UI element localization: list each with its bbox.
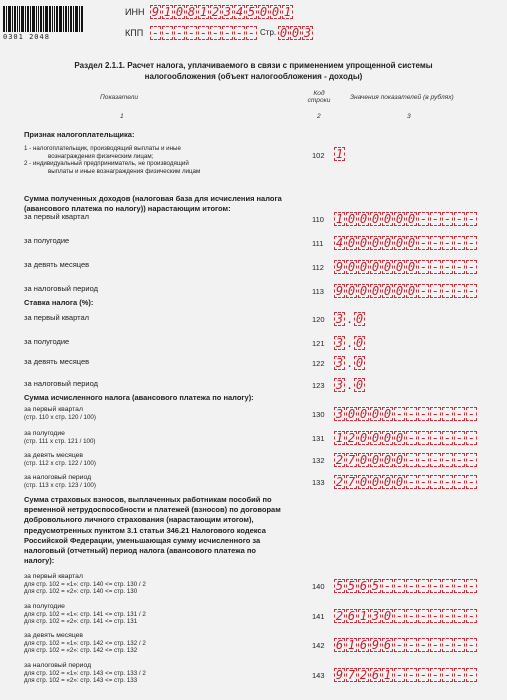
tax-133-cell[interactable]: 2	[335, 475, 344, 489]
tax-131-cell[interactable]: 2	[347, 431, 356, 445]
sign-options	[24, 145, 200, 175]
kpp-cell[interactable]: -	[175, 26, 184, 40]
income-113-cell[interactable]: 0	[347, 284, 356, 298]
insurance-142	[334, 638, 478, 652]
income-110-cell[interactable]: 0	[383, 212, 392, 226]
tax-133	[334, 475, 478, 489]
tax-131-cell[interactable]: -	[443, 431, 452, 445]
income-110-cell[interactable]: -	[467, 212, 476, 226]
insurance-row-label: за девять месяцев	[24, 632, 84, 639]
inn-cell[interactable]: 4	[235, 5, 244, 19]
tax-130-cell[interactable]: -	[455, 407, 464, 421]
code-102: 102	[312, 151, 325, 160]
kpp-cell[interactable]: -	[199, 26, 208, 40]
insurance-142-cell[interactable]: -	[455, 638, 464, 652]
rate-int-cell[interactable]: 3	[335, 312, 344, 326]
tax-133-cell[interactable]: -	[443, 475, 452, 489]
insurance-140	[334, 579, 478, 593]
kpp-cell[interactable]: -	[211, 26, 220, 40]
rate-heading: Ставка налога (%):	[24, 298, 94, 307]
income-110-cell[interactable]: 0	[371, 212, 380, 226]
kpp-cell[interactable]: -	[163, 26, 172, 40]
tax-131-cell[interactable]: -	[467, 431, 476, 445]
sign-value-cells	[334, 147, 346, 161]
tax-133-cell[interactable]: 0	[371, 475, 380, 489]
rate-row-label: за налоговый период	[24, 379, 99, 388]
insurance-row-label: за первый квартал	[24, 573, 83, 580]
insurance-heading-line: временной нетрудоспособности и платежей (взносов) по договорам	[24, 505, 281, 515]
income-111-cell[interactable]: -	[455, 236, 464, 250]
tax-131-cell[interactable]: -	[455, 431, 464, 445]
income-112-cell[interactable]: -	[455, 260, 464, 274]
sign-heading: Признак налогоплательщика:	[24, 130, 135, 139]
insurance-row-formula-2: для стр. 102 = «2»: стр. 140 <= стр. 130	[24, 588, 138, 595]
insurance-141-cell[interactable]: 2	[335, 609, 344, 623]
insurance-142-cell[interactable]: -	[443, 638, 452, 652]
insurance-142-cell[interactable]: -	[467, 638, 476, 652]
rate-dot: .	[346, 378, 353, 392]
insurance-141-cell[interactable]: -	[443, 609, 452, 623]
insurance-141-cell[interactable]: -	[467, 609, 476, 623]
income-113-cell[interactable]: 0	[359, 284, 368, 298]
tax-132	[334, 453, 478, 467]
rate-int-cell[interactable]: 3	[335, 378, 344, 392]
insurance-143-cell[interactable]: 2	[359, 668, 368, 682]
income-row-label: за девять месяцев	[24, 260, 90, 269]
rate-121	[334, 336, 366, 350]
insurance-heading-line: налоговый (отчетный) период налога (авансового платежа по	[24, 546, 257, 556]
insurance-140-cell[interactable]: -	[419, 579, 428, 593]
insurance-141-cell[interactable]: -	[455, 609, 464, 623]
insurance-142-cell[interactable]: -	[431, 638, 440, 652]
insurance-row-code: 143	[312, 671, 325, 680]
tax-row-code: 130	[312, 410, 325, 419]
inn-cell[interactable]: 8	[187, 5, 196, 19]
inn-cells	[150, 5, 294, 19]
insurance-142-cell[interactable]: 9	[371, 638, 380, 652]
insurance-141-cell[interactable]: 6	[347, 609, 356, 623]
rate-int-cell[interactable]: 3	[335, 356, 344, 370]
income-row-code: 112	[312, 263, 324, 272]
tax-132-cell[interactable]: 2	[335, 453, 344, 467]
section-title	[0, 60, 507, 82]
income-111-cell[interactable]: 0	[371, 236, 380, 250]
rate-frac-cell[interactable]: 0	[355, 356, 364, 370]
insurance-140-cell[interactable]: -	[467, 579, 476, 593]
tax-132-cell[interactable]: -	[407, 453, 416, 467]
insurance-143-cell[interactable]: -	[419, 668, 428, 682]
barcode-bars	[3, 6, 93, 32]
kpp-cell[interactable]: -	[247, 26, 256, 40]
income-111-cell[interactable]: -	[467, 236, 476, 250]
col-header-values: Значения показателей (в рублях)	[350, 94, 454, 101]
section-title-line2: налогообложения (объект налогообложения - доходы)	[144, 72, 363, 81]
tax-131-cell[interactable]: -	[419, 431, 428, 445]
income-row-label: за первый квартал	[24, 212, 90, 221]
income-113-cell[interactable]: -	[455, 284, 464, 298]
page-cell[interactable]: 0	[279, 26, 288, 40]
income-heading-line1: Сумма полученных доходов (налоговая база для исчисления налога	[24, 194, 282, 203]
insurance-140-cell[interactable]: 5	[371, 579, 380, 593]
income-112-cell[interactable]: 0	[407, 260, 416, 274]
income-113-cell[interactable]: 0	[383, 284, 392, 298]
inn-cell[interactable]: 0	[175, 5, 184, 19]
tax-row-code: 133	[312, 478, 325, 487]
insurance-heading-line: Сумма страховых взносов, выплаченных работникам пособий по	[24, 495, 272, 504]
income-row-code: 113	[312, 287, 324, 296]
insurance-143	[334, 668, 478, 682]
barcode	[3, 6, 93, 41]
income-112-cell[interactable]: -	[419, 260, 428, 274]
rate-dot: .	[346, 356, 353, 370]
rate-123	[334, 378, 366, 392]
income-112-cell[interactable]: 9	[335, 260, 344, 274]
insurance-heading-line: Российской Федерации, уменьшающая сумму исчисленного за	[24, 535, 261, 545]
tax-130-cell[interactable]: 0	[383, 407, 392, 421]
insurance-row-code: 142	[312, 641, 325, 650]
inn-cell[interactable]: 0	[259, 5, 268, 19]
rate-row-label: за первый квартал	[24, 313, 90, 322]
tax-133-cell[interactable]: 7	[347, 475, 356, 489]
tax-131	[334, 431, 478, 445]
section-title-line1: Раздел 2.1.1. Расчет налога, уплачиваемого в связи с применением упрощенной системы	[74, 61, 433, 70]
sign-option-1b: вознаграждения физическим лицам;	[48, 152, 154, 160]
insurance-140-cell[interactable]: -	[407, 579, 416, 593]
insurance-row-code: 141	[312, 612, 325, 621]
income-111-cell[interactable]: 0	[383, 236, 392, 250]
tax-130-cell[interactable]: 3	[335, 407, 344, 421]
tax-row-formula: (стр. 111 х стр. 121 / 100)	[24, 438, 96, 445]
insurance-heading-line: добровольного личного страхования (нарастающим итогом),	[24, 515, 254, 525]
tax-row-label: за первый квартал	[24, 406, 83, 413]
tax-133-cell[interactable]: 0	[359, 475, 368, 489]
inn-cell[interactable]: 2	[211, 5, 220, 19]
inn-cell[interactable]: 0	[271, 5, 280, 19]
insurance-heading-line: налогу):	[24, 556, 55, 566]
insurance-row-formula-2: для стр. 102 = «2»: стр. 143 <= стр. 133	[24, 677, 138, 684]
insurance-143-cell[interactable]: 1	[383, 668, 392, 682]
income-113-cell[interactable]: 0	[371, 284, 380, 298]
tax-130-cell[interactable]: -	[419, 407, 428, 421]
tax-132-cell[interactable]: 0	[371, 453, 380, 467]
income-110-cell[interactable]: -	[443, 212, 452, 226]
kpp-cell[interactable]: -	[223, 26, 232, 40]
income-112-cell[interactable]: 0	[371, 260, 380, 274]
insurance-141	[334, 609, 478, 623]
income-111-cell[interactable]: 0	[395, 236, 404, 250]
insurance-143-cell[interactable]: -	[407, 668, 416, 682]
income-heading	[24, 194, 282, 214]
inn-cell[interactable]: 5	[247, 5, 256, 19]
insurance-row-formula-1: для стр. 102 = «1»: стр. 142 <= стр. 132 / 2	[24, 640, 146, 647]
kpp-cell[interactable]: -	[235, 26, 244, 40]
insurance-140-cell[interactable]: -	[431, 579, 440, 593]
income-112-cell[interactable]: 0	[347, 260, 356, 274]
rate-frac-cell[interactable]: 0	[355, 336, 364, 350]
insurance-140-cell[interactable]: -	[383, 579, 392, 593]
insurance-142-cell[interactable]: 1	[347, 638, 356, 652]
tax-130-cell[interactable]: 0	[371, 407, 380, 421]
tax-heading: Сумма исчисленного налога (авансового платежа по налогу):	[24, 393, 254, 402]
insurance-142-cell[interactable]: -	[395, 638, 404, 652]
income-111-cell[interactable]: 4	[335, 236, 344, 250]
insurance-143-cell[interactable]: 6	[371, 668, 380, 682]
insurance-row-formula-2: для стр. 102 = «2»: стр. 141 <= стр. 131	[24, 618, 138, 625]
income-113-cell[interactable]: -	[431, 284, 440, 298]
income-111-cell[interactable]: 0	[407, 236, 416, 250]
tax-130-cell[interactable]: 0	[359, 407, 368, 421]
insurance-140-cell[interactable]: -	[443, 579, 452, 593]
tax-132-cell[interactable]: -	[419, 453, 428, 467]
sign-cell[interactable]: 1	[335, 147, 344, 161]
tax-133-cell[interactable]: -	[419, 475, 428, 489]
insurance-141-cell[interactable]: 1	[359, 609, 368, 623]
col-header-code-line2: строки	[307, 97, 331, 104]
income-113-cell[interactable]: 0	[395, 284, 404, 298]
income-113-cell[interactable]: -	[467, 284, 476, 298]
insurance-142-cell[interactable]: -	[407, 638, 416, 652]
insurance-143-cell[interactable]: -	[431, 668, 440, 682]
income-111-cell[interactable]: 0	[347, 236, 356, 250]
insurance-141-cell[interactable]: 0	[383, 609, 392, 623]
insurance-140-cell[interactable]: 5	[347, 579, 356, 593]
tax-row-formula: (стр. 112 х стр. 122 / 100)	[24, 460, 96, 467]
insurance-row-formula-1: для стр. 102 = «1»: стр. 143 <= стр. 133 / 2	[24, 670, 146, 677]
tax-133-cell[interactable]: 0	[395, 475, 404, 489]
rate-row-code: 121	[312, 339, 325, 348]
income-111-cell[interactable]: -	[431, 236, 440, 250]
tax-133-cell[interactable]: -	[407, 475, 416, 489]
inn-cell[interactable]: 9	[151, 5, 160, 19]
tax-133-cell[interactable]: -	[431, 475, 440, 489]
insurance-142-cell[interactable]: -	[419, 638, 428, 652]
tax-130-cell[interactable]: -	[467, 407, 476, 421]
income-row-label: за полугодие	[24, 236, 70, 245]
page-label: Стр.	[260, 28, 277, 37]
insurance-140-cell[interactable]: 6	[359, 579, 368, 593]
kpp-label: КПП	[125, 28, 144, 38]
tax-133-cell[interactable]: -	[467, 475, 476, 489]
tax-130-cell[interactable]: -	[395, 407, 404, 421]
rate-dot: .	[346, 336, 353, 350]
col-header-indicators: Показатели	[100, 94, 139, 101]
insurance-142-cell[interactable]: 6	[359, 638, 368, 652]
rate-122	[334, 356, 366, 370]
insurance-row-label: за налоговый период	[24, 662, 92, 669]
insurance-143-cell[interactable]: -	[467, 668, 476, 682]
inn-cell[interactable]: 1	[199, 5, 208, 19]
insurance-141-cell[interactable]: -	[419, 609, 428, 623]
tax-131-cell[interactable]: 0	[383, 431, 392, 445]
insurance-143-cell[interactable]: 9	[335, 668, 344, 682]
insurance-row-formula-2: для стр. 102 = «2»: стр. 142 <= стр. 132	[24, 647, 138, 654]
tax-131-cell[interactable]: 0	[371, 431, 380, 445]
tax-132-cell[interactable]: -	[443, 453, 452, 467]
kpp-cell[interactable]: -	[187, 26, 196, 40]
rate-row-code: 122	[312, 359, 325, 368]
insurance-140-cell[interactable]: 5	[335, 579, 344, 593]
insurance-143-cell[interactable]: 7	[347, 668, 356, 682]
sign-option-2a: 2 - индивидуальный предприниматель, не производящий	[24, 160, 189, 168]
tax-130-cell[interactable]: -	[407, 407, 416, 421]
income-110-cell[interactable]: 0	[359, 212, 368, 226]
sign-option-2b: выплаты и иные вознаграждения физическим лицам	[48, 167, 201, 175]
col-number-3: 3	[407, 113, 411, 120]
tax-133-cell[interactable]: 0	[383, 475, 392, 489]
tax-row-label: за полугодие	[24, 430, 65, 437]
income-row-code: 111	[312, 239, 324, 248]
tax-row-label: за налоговый период	[24, 474, 92, 481]
tax-132-cell[interactable]: 0	[383, 453, 392, 467]
income-112-cell[interactable]: -	[431, 260, 440, 274]
tax-row-formula: (стр. 113 х стр. 123 / 100)	[24, 482, 96, 489]
income-row-label: за налоговый период	[24, 284, 99, 293]
tax-131-cell[interactable]: -	[407, 431, 416, 445]
tax-132-cell[interactable]: -	[431, 453, 440, 467]
income-110-cell[interactable]: 0	[407, 212, 416, 226]
insurance-row-code: 140	[312, 582, 325, 591]
insurance-141-cell[interactable]: -	[407, 609, 416, 623]
page-number-cells	[278, 26, 314, 40]
rate-row-label: за девять месяцев	[24, 357, 90, 366]
insurance-row-formula-1: для стр. 102 = «1»: стр. 140 <= стр. 130 / 2	[24, 581, 146, 588]
rate-row-label: за полугодие	[24, 337, 70, 346]
income-112-cell[interactable]: 0	[395, 260, 404, 274]
tax-132-cell[interactable]: 0	[359, 453, 368, 467]
insurance-row-formula-1: для стр. 102 = «1»: стр. 141 <= стр. 131 / 2	[24, 611, 146, 618]
rate-dot: .	[346, 312, 353, 326]
insurance-142-cell[interactable]: 6	[335, 638, 344, 652]
rate-120	[334, 312, 366, 326]
inn-cell[interactable]: 1	[163, 5, 172, 19]
tax-131-cell[interactable]: 1	[335, 431, 344, 445]
income-110-cell[interactable]: 1	[335, 212, 344, 226]
barcode-number: 0301 2048	[3, 33, 50, 41]
rate-row-code: 120	[312, 315, 325, 324]
tax-row-label: за девять месяцев	[24, 452, 84, 459]
income-112-cell[interactable]: -	[443, 260, 452, 274]
insurance-142-cell[interactable]: 6	[383, 638, 392, 652]
income-113-cell[interactable]: -	[443, 284, 452, 298]
income-111-cell[interactable]: -	[419, 236, 428, 250]
income-112-cell[interactable]: 0	[383, 260, 392, 274]
tax-130	[334, 407, 478, 421]
col-number-2: 2	[317, 113, 321, 120]
income-112	[334, 260, 478, 274]
tax-132-cell[interactable]: 0	[395, 453, 404, 467]
income-110	[334, 212, 478, 226]
tax-130-cell[interactable]: -	[443, 407, 452, 421]
income-110-cell[interactable]: -	[431, 212, 440, 226]
inn-label: ИНН	[125, 7, 145, 17]
income-113-cell[interactable]: 9	[335, 284, 344, 298]
insurance-141-cell[interactable]: 3	[371, 609, 380, 623]
income-heading-line2: (авансового платежа по налогу)) нарастающим итогом:	[24, 204, 231, 213]
income-110-cell[interactable]: 0	[395, 212, 404, 226]
income-113	[334, 284, 478, 298]
insurance-143-cell[interactable]: -	[455, 668, 464, 682]
income-110-cell[interactable]: -	[455, 212, 464, 226]
income-110-cell[interactable]: 0	[347, 212, 356, 226]
sign-option-1a: 1 - налогоплательщик, производящий выплаты и иные	[24, 145, 181, 152]
kpp-cell[interactable]: -	[151, 26, 160, 40]
page-cell[interactable]: 0	[291, 26, 300, 40]
insurance-heading-line: предусмотренных пунктом 3.1 статьи 346.21 Налогового кодекса	[24, 525, 266, 535]
col-header-code	[304, 90, 334, 104]
income-111-cell[interactable]: -	[443, 236, 452, 250]
insurance-141-cell[interactable]: -	[431, 609, 440, 623]
tax-132-cell[interactable]: -	[467, 453, 476, 467]
income-111	[334, 236, 478, 250]
insurance-140-cell[interactable]: -	[395, 579, 404, 593]
insurance-heading	[24, 495, 304, 566]
insurance-140-cell[interactable]: -	[455, 579, 464, 593]
insurance-143-cell[interactable]: -	[395, 668, 404, 682]
insurance-row-label: за полугодие	[24, 603, 65, 610]
rate-int-cell[interactable]: 3	[335, 336, 344, 350]
insurance-141-cell[interactable]: -	[395, 609, 404, 623]
income-112-cell[interactable]: 0	[359, 260, 368, 274]
income-113-cell[interactable]: -	[419, 284, 428, 298]
inn-cell[interactable]: 3	[223, 5, 232, 19]
tax-130-cell[interactable]: -	[431, 407, 440, 421]
tax-130-cell[interactable]: 0	[347, 407, 356, 421]
income-row-code: 110	[312, 215, 324, 224]
tax-132-cell[interactable]: -	[455, 453, 464, 467]
tax-row-code: 132	[312, 456, 325, 465]
income-113-cell[interactable]: 0	[407, 284, 416, 298]
rate-row-code: 123	[312, 381, 325, 390]
insurance-143-cell[interactable]: -	[443, 668, 452, 682]
kpp-cells	[150, 26, 258, 40]
rate-frac-cell[interactable]: 0	[355, 378, 364, 392]
tax-131-cell[interactable]: 0	[395, 431, 404, 445]
col-header-code-line1: Код	[313, 90, 325, 97]
tax-131-cell[interactable]: 0	[359, 431, 368, 445]
inn-cell[interactable]: 1	[283, 5, 292, 19]
tax-132-cell[interactable]: 7	[347, 453, 356, 467]
tax-row-code: 131	[312, 434, 325, 443]
tax-row-formula: (стр. 110 х стр. 120 / 100)	[24, 414, 96, 421]
tax-131-cell[interactable]: -	[431, 431, 440, 445]
col-number-1: 1	[120, 113, 124, 120]
income-111-cell[interactable]: 0	[359, 236, 368, 250]
income-110-cell[interactable]: -	[419, 212, 428, 226]
tax-133-cell[interactable]: -	[455, 475, 464, 489]
page-cell[interactable]: 3	[303, 26, 312, 40]
income-112-cell[interactable]: -	[467, 260, 476, 274]
rate-frac-cell[interactable]: 0	[355, 312, 364, 326]
